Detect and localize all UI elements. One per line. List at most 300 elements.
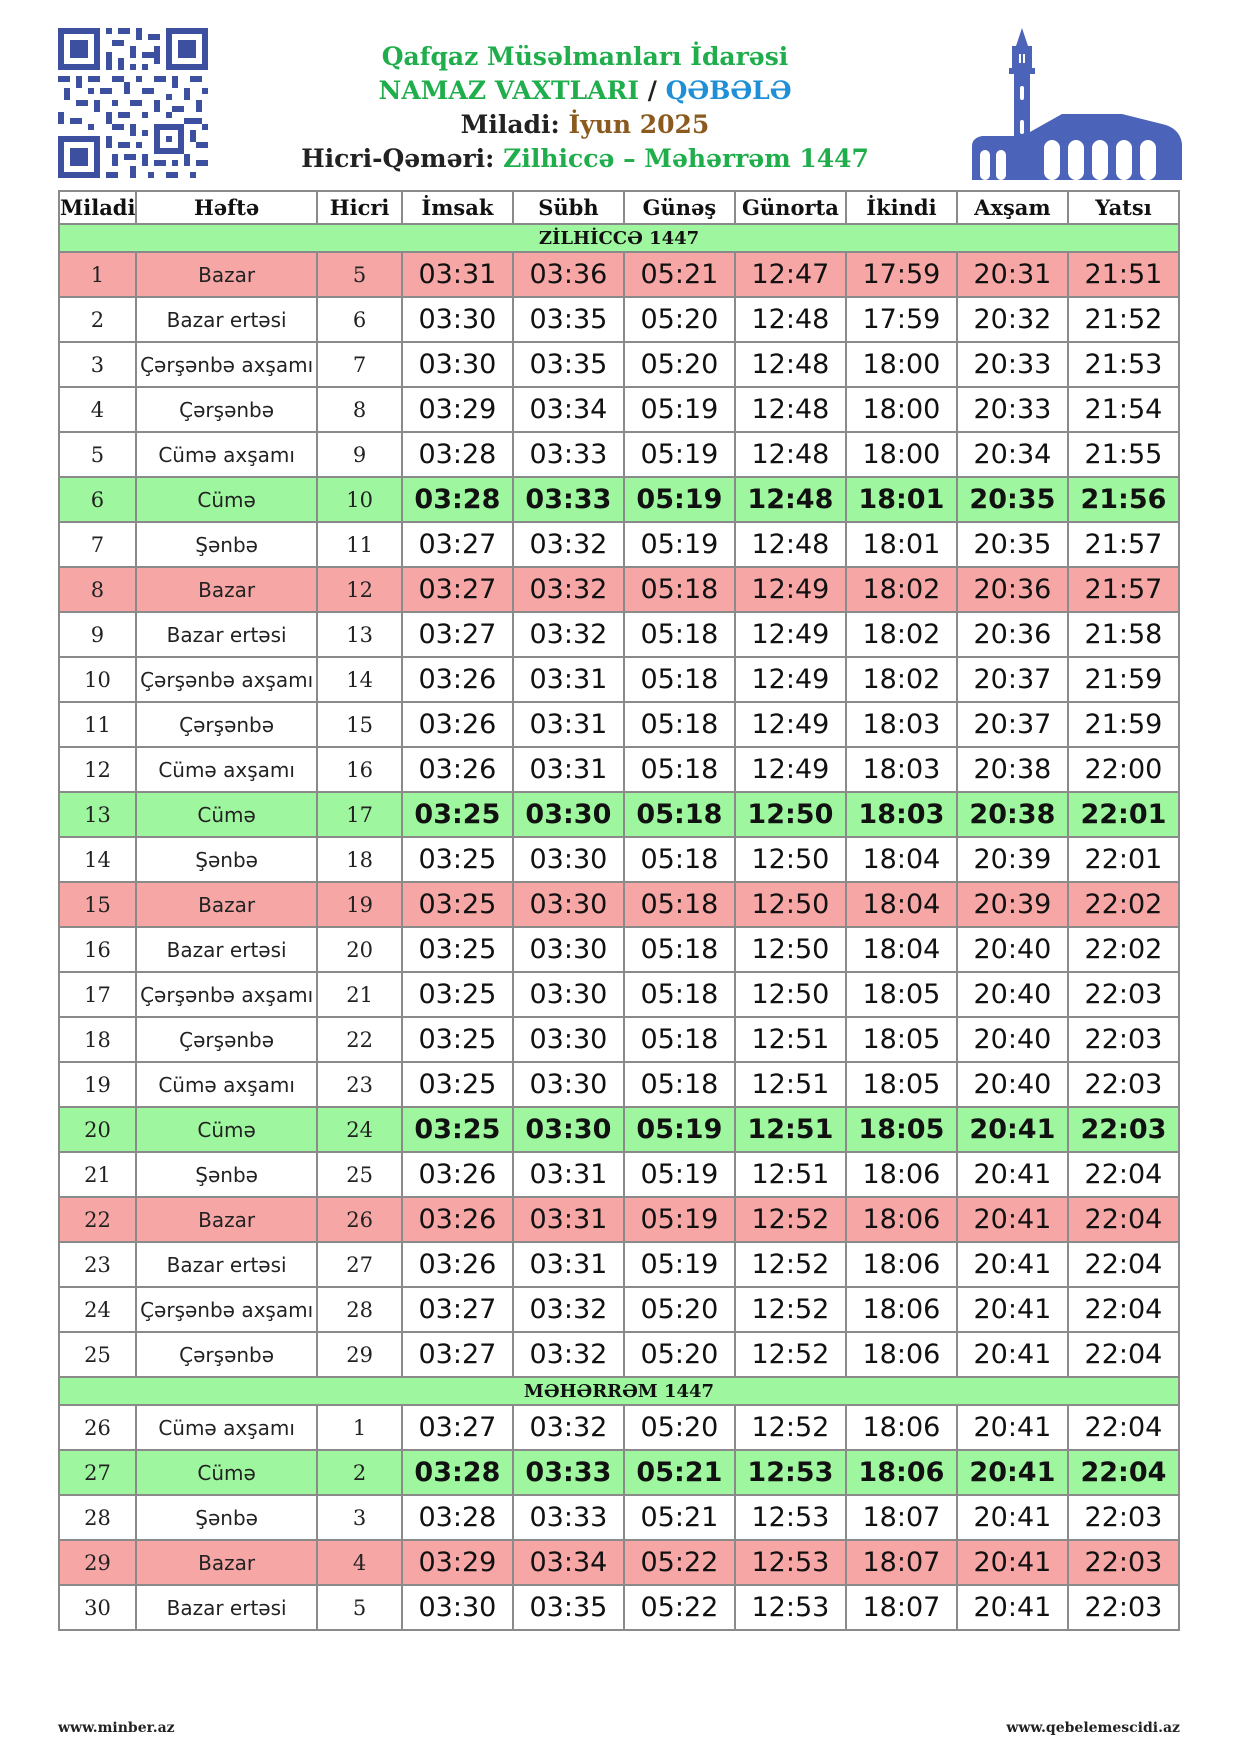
column-header: Yatsı	[1068, 191, 1179, 224]
yatsi-time-cell: 22:04	[1068, 1405, 1179, 1450]
gunorta-time-cell: 12:51	[735, 1062, 846, 1107]
gunes-time-cell: 05:18	[624, 567, 735, 612]
imsak-time-cell: 03:25	[402, 1062, 513, 1107]
gunes-time-cell: 05:18	[624, 927, 735, 972]
ikindi-time-cell: 18:04	[846, 882, 957, 927]
ikindi-time-cell: 18:06	[846, 1405, 957, 1450]
miladi-day-cell: 24	[59, 1287, 136, 1332]
axsam-time-cell: 20:40	[957, 1017, 1068, 1062]
month-section-row	[59, 224, 1179, 252]
weekday-cell: Çərşənbə	[136, 702, 317, 747]
imsak-time-cell: 03:28	[402, 432, 513, 477]
table-row	[59, 1152, 1179, 1197]
axsam-time-cell: 20:40	[957, 972, 1068, 1017]
subh-time-cell: 03:31	[513, 747, 624, 792]
table-header-row	[59, 191, 1179, 224]
ikindi-time-cell: 18:06	[846, 1450, 957, 1495]
subh-time-cell: 03:32	[513, 522, 624, 567]
gunes-time-cell: 05:18	[624, 882, 735, 927]
ikindi-time-cell: 18:03	[846, 747, 957, 792]
column-header: Axşam	[957, 191, 1068, 224]
gunes-time-cell: 05:18	[624, 612, 735, 657]
subh-time-cell: 03:30	[513, 1062, 624, 1107]
axsam-time-cell: 20:35	[957, 522, 1068, 567]
axsam-time-cell: 20:41	[957, 1152, 1068, 1197]
table-row	[59, 612, 1179, 657]
subh-time-cell: 03:31	[513, 657, 624, 702]
subh-time-cell: 03:32	[513, 1405, 624, 1450]
miladi-day-cell: 10	[59, 657, 136, 702]
weekday-cell: Bazar	[136, 1540, 317, 1585]
weekday-cell: Çərşənbə axşamı	[136, 342, 317, 387]
miladi-day-cell: 28	[59, 1495, 136, 1540]
weekday-cell: Çərşənbə	[136, 1332, 317, 1377]
gunes-time-cell: 05:21	[624, 1495, 735, 1540]
subh-time-cell: 03:30	[513, 972, 624, 1017]
imsak-time-cell: 03:27	[402, 1287, 513, 1332]
miladi-day-cell: 22	[59, 1197, 136, 1242]
gunes-time-cell: 05:19	[624, 432, 735, 477]
imsak-time-cell: 03:29	[402, 387, 513, 432]
imsak-time-cell: 03:26	[402, 747, 513, 792]
miladi-label: Miladi:	[460, 110, 560, 139]
column-header: Günorta	[735, 191, 846, 224]
imsak-time-cell: 03:26	[402, 657, 513, 702]
imsak-time-cell: 03:28	[402, 1495, 513, 1540]
gunorta-time-cell: 12:52	[735, 1197, 846, 1242]
gunes-time-cell: 05:21	[624, 1450, 735, 1495]
imsak-time-cell: 03:30	[402, 342, 513, 387]
imsak-time-cell: 03:27	[402, 522, 513, 567]
subh-time-cell: 03:35	[513, 1585, 624, 1630]
imsak-time-cell: 03:25	[402, 1107, 513, 1152]
page-title	[230, 74, 940, 108]
yatsi-time-cell: 21:54	[1068, 387, 1179, 432]
gunorta-time-cell: 12:53	[735, 1585, 846, 1630]
gunes-time-cell: 05:19	[624, 1197, 735, 1242]
table-row	[59, 1405, 1179, 1450]
subh-time-cell: 03:30	[513, 1017, 624, 1062]
miladi-day-cell: 9	[59, 612, 136, 657]
table-row	[59, 1197, 1179, 1242]
imsak-time-cell: 03:30	[402, 297, 513, 342]
gunorta-time-cell: 12:49	[735, 747, 846, 792]
table-row	[59, 1450, 1179, 1495]
yatsi-time-cell: 21:59	[1068, 657, 1179, 702]
yatsi-time-cell: 22:01	[1068, 792, 1179, 837]
ikindi-time-cell: 18:07	[846, 1495, 957, 1540]
miladi-day-cell: 1	[59, 252, 136, 297]
subh-time-cell: 03:32	[513, 1332, 624, 1377]
ikindi-time-cell: 18:05	[846, 1062, 957, 1107]
table-row	[59, 792, 1179, 837]
hijri-day-cell: 11	[317, 522, 402, 567]
axsam-time-cell: 20:33	[957, 342, 1068, 387]
yatsi-time-cell: 21:56	[1068, 477, 1179, 522]
miladi-day-cell: 15	[59, 882, 136, 927]
miladi-day-cell: 23	[59, 1242, 136, 1287]
weekday-cell: Cümə	[136, 792, 317, 837]
hijri-day-cell: 18	[317, 837, 402, 882]
ikindi-time-cell: 18:06	[846, 1287, 957, 1332]
yatsi-time-cell: 22:03	[1068, 1107, 1179, 1152]
yatsi-time-cell: 22:04	[1068, 1152, 1179, 1197]
hijri-day-cell: 12	[317, 567, 402, 612]
miladi-value: İyun 2025	[568, 110, 710, 139]
imsak-time-cell: 03:27	[402, 1405, 513, 1450]
imsak-time-cell: 03:27	[402, 1332, 513, 1377]
axsam-time-cell: 20:36	[957, 612, 1068, 657]
gunes-time-cell: 05:18	[624, 1017, 735, 1062]
month-section-title: MƏHƏRRƏM 1447	[59, 1377, 1179, 1405]
yatsi-time-cell: 22:04	[1068, 1287, 1179, 1332]
prayer-times-table	[58, 190, 1180, 1631]
axsam-time-cell: 20:40	[957, 927, 1068, 972]
hijri-day-cell: 27	[317, 1242, 402, 1287]
organization-name: Qafqaz Müsəlmanları İdarəsi	[381, 42, 789, 71]
miladi-day-cell: 16	[59, 927, 136, 972]
ikindi-time-cell: 17:59	[846, 297, 957, 342]
table-row	[59, 837, 1179, 882]
ikindi-time-cell: 18:06	[846, 1197, 957, 1242]
table-row	[59, 432, 1179, 477]
gunes-time-cell: 05:20	[624, 297, 735, 342]
hijri-day-cell: 17	[317, 792, 402, 837]
ikindi-time-cell: 18:02	[846, 567, 957, 612]
weekday-cell: Şənbə	[136, 837, 317, 882]
hijri-day-cell: 16	[317, 747, 402, 792]
miladi-day-cell: 26	[59, 1405, 136, 1450]
yatsi-time-cell: 22:02	[1068, 882, 1179, 927]
axsam-time-cell: 20:41	[957, 1332, 1068, 1377]
imsak-time-cell: 03:25	[402, 972, 513, 1017]
hijri-day-cell: 13	[317, 612, 402, 657]
yatsi-time-cell: 21:55	[1068, 432, 1179, 477]
weekday-cell: Çərşənbə	[136, 387, 317, 432]
gunorta-time-cell: 12:49	[735, 567, 846, 612]
axsam-time-cell: 20:39	[957, 837, 1068, 882]
gunes-time-cell: 05:18	[624, 747, 735, 792]
yatsi-time-cell: 22:00	[1068, 747, 1179, 792]
yatsi-time-cell: 21:59	[1068, 702, 1179, 747]
subh-time-cell: 03:31	[513, 1152, 624, 1197]
weekday-cell: Cümə	[136, 477, 317, 522]
table-row	[59, 522, 1179, 567]
hijri-day-cell: 28	[317, 1287, 402, 1332]
gunorta-time-cell: 12:48	[735, 342, 846, 387]
miladi-day-cell: 18	[59, 1017, 136, 1062]
yatsi-time-cell: 22:01	[1068, 837, 1179, 882]
miladi-day-cell: 21	[59, 1152, 136, 1197]
column-header: Həftə	[136, 191, 317, 224]
hijri-day-cell: 5	[317, 252, 402, 297]
yatsi-time-cell: 21:52	[1068, 297, 1179, 342]
table-row	[59, 657, 1179, 702]
table-row	[59, 1332, 1179, 1377]
ikindi-time-cell: 18:07	[846, 1585, 957, 1630]
yatsi-time-cell: 22:03	[1068, 972, 1179, 1017]
table-row	[59, 882, 1179, 927]
gunes-time-cell: 05:20	[624, 1332, 735, 1377]
miladi-day-cell: 20	[59, 1107, 136, 1152]
month-section-row	[59, 1377, 1179, 1405]
miladi-day-cell: 13	[59, 792, 136, 837]
gunorta-time-cell: 12:49	[735, 702, 846, 747]
hijri-day-cell: 23	[317, 1062, 402, 1107]
subh-time-cell: 03:33	[513, 432, 624, 477]
subh-time-cell: 03:30	[513, 882, 624, 927]
yatsi-time-cell: 22:02	[1068, 927, 1179, 972]
yatsi-time-cell: 21:58	[1068, 612, 1179, 657]
gunorta-time-cell: 12:51	[735, 1017, 846, 1062]
axsam-time-cell: 20:41	[957, 1197, 1068, 1242]
table-row	[59, 1287, 1179, 1332]
yatsi-time-cell: 22:03	[1068, 1495, 1179, 1540]
gunes-time-cell: 05:20	[624, 342, 735, 387]
hijri-day-cell: 19	[317, 882, 402, 927]
gunes-time-cell: 05:20	[624, 1287, 735, 1332]
footer-right-link[interactable]: www.qebelemescidi.az	[1006, 1720, 1180, 1736]
imsak-time-cell: 03:28	[402, 477, 513, 522]
gunes-time-cell: 05:22	[624, 1540, 735, 1585]
table-row	[59, 927, 1179, 972]
ikindi-time-cell: 18:01	[846, 477, 957, 522]
axsam-time-cell: 20:41	[957, 1450, 1068, 1495]
weekday-cell: Cümə axşamı	[136, 747, 317, 792]
column-header: Miladi	[59, 191, 136, 224]
miladi-day-cell: 25	[59, 1332, 136, 1377]
imsak-time-cell: 03:26	[402, 1152, 513, 1197]
gunes-time-cell: 05:20	[624, 1405, 735, 1450]
hijri-day-cell: 5	[317, 1585, 402, 1630]
subh-time-cell: 03:31	[513, 1197, 624, 1242]
city-name: QƏBƏLƏ	[665, 76, 792, 105]
column-header: İkindi	[846, 191, 957, 224]
weekday-cell: Çərşənbə axşamı	[136, 1287, 317, 1332]
ikindi-time-cell: 18:05	[846, 972, 957, 1017]
miladi-day-cell: 14	[59, 837, 136, 882]
gunorta-time-cell: 12:48	[735, 477, 846, 522]
miladi-day-cell: 3	[59, 342, 136, 387]
axsam-time-cell: 20:38	[957, 792, 1068, 837]
axsam-time-cell: 20:36	[957, 567, 1068, 612]
table-row	[59, 1017, 1179, 1062]
yatsi-time-cell: 22:03	[1068, 1540, 1179, 1585]
ikindi-time-cell: 18:02	[846, 657, 957, 702]
table-row	[59, 1540, 1179, 1585]
imsak-time-cell: 03:26	[402, 702, 513, 747]
imsak-time-cell: 03:25	[402, 1017, 513, 1062]
gunes-time-cell: 05:22	[624, 1585, 735, 1630]
weekday-cell: Bazar ertəsi	[136, 1585, 317, 1630]
axsam-time-cell: 20:38	[957, 747, 1068, 792]
ikindi-time-cell: 18:06	[846, 1332, 957, 1377]
miladi-day-cell: 2	[59, 297, 136, 342]
ikindi-time-cell: 17:59	[846, 252, 957, 297]
axsam-time-cell: 20:41	[957, 1287, 1068, 1332]
yatsi-time-cell: 22:03	[1068, 1062, 1179, 1107]
yatsi-time-cell: 21:53	[1068, 342, 1179, 387]
imsak-time-cell: 03:26	[402, 1242, 513, 1287]
imsak-time-cell: 03:25	[402, 882, 513, 927]
ikindi-time-cell: 18:04	[846, 927, 957, 972]
subh-time-cell: 03:30	[513, 927, 624, 972]
hijri-day-cell: 9	[317, 432, 402, 477]
miladi-day-cell: 6	[59, 477, 136, 522]
title-separator: /	[647, 76, 657, 105]
imsak-time-cell: 03:28	[402, 1450, 513, 1495]
hicri-label: Hicri-Qəməri:	[301, 144, 495, 173]
yatsi-time-cell: 22:04	[1068, 1450, 1179, 1495]
gunorta-time-cell: 12:52	[735, 1332, 846, 1377]
gunorta-time-cell: 12:47	[735, 252, 846, 297]
table-row	[59, 972, 1179, 1017]
ikindi-time-cell: 18:05	[846, 1107, 957, 1152]
subh-time-cell: 03:30	[513, 792, 624, 837]
weekday-cell: Bazar	[136, 882, 317, 927]
table-row	[59, 342, 1179, 387]
yatsi-time-cell: 22:03	[1068, 1585, 1179, 1630]
weekday-cell: Cümə	[136, 1450, 317, 1495]
title-text: NAMAZ VAXTLARI	[378, 76, 640, 105]
weekday-cell: Şənbə	[136, 1495, 317, 1540]
subh-time-cell: 03:32	[513, 567, 624, 612]
gunorta-time-cell: 12:48	[735, 387, 846, 432]
weekday-cell: Cümə axşamı	[136, 432, 317, 477]
month-section-title: ZİLHİCCƏ 1447	[59, 224, 1179, 252]
yatsi-time-cell: 21:57	[1068, 567, 1179, 612]
ikindi-time-cell: 18:00	[846, 432, 957, 477]
gunes-time-cell: 05:19	[624, 522, 735, 567]
weekday-cell: Cümə axşamı	[136, 1062, 317, 1107]
gunorta-time-cell: 12:50	[735, 927, 846, 972]
gunes-time-cell: 05:19	[624, 1107, 735, 1152]
miladi-day-cell: 12	[59, 747, 136, 792]
weekday-cell: Cümə axşamı	[136, 1405, 317, 1450]
gunorta-time-cell: 12:48	[735, 522, 846, 567]
weekday-cell: Şənbə	[136, 522, 317, 567]
gunes-time-cell: 05:18	[624, 972, 735, 1017]
axsam-time-cell: 20:35	[957, 477, 1068, 522]
hijri-day-cell: 1	[317, 1405, 402, 1450]
ikindi-time-cell: 18:00	[846, 342, 957, 387]
hijri-day-cell: 3	[317, 1495, 402, 1540]
axsam-time-cell: 20:37	[957, 657, 1068, 702]
miladi-day-cell: 7	[59, 522, 136, 567]
hijri-day-cell: 14	[317, 657, 402, 702]
hijri-day-cell: 15	[317, 702, 402, 747]
subh-time-cell: 03:31	[513, 1242, 624, 1287]
mosque-icon	[972, 28, 1184, 180]
ikindi-time-cell: 18:01	[846, 522, 957, 567]
table-row	[59, 1585, 1179, 1630]
yatsi-time-cell: 21:51	[1068, 252, 1179, 297]
imsak-time-cell: 03:29	[402, 1540, 513, 1585]
axsam-time-cell: 20:41	[957, 1405, 1068, 1450]
weekday-cell: Bazar	[136, 567, 317, 612]
imsak-time-cell: 03:31	[402, 252, 513, 297]
subh-time-cell: 03:35	[513, 297, 624, 342]
hijri-day-cell: 26	[317, 1197, 402, 1242]
miladi-day-cell: 4	[59, 387, 136, 432]
miladi-day-cell: 8	[59, 567, 136, 612]
yatsi-time-cell: 22:03	[1068, 1017, 1179, 1062]
gunorta-time-cell: 12:48	[735, 297, 846, 342]
subh-time-cell: 03:32	[513, 1287, 624, 1332]
miladi-day-cell: 19	[59, 1062, 136, 1107]
gunorta-time-cell: 12:53	[735, 1540, 846, 1585]
table-row	[59, 702, 1179, 747]
gunorta-time-cell: 12:52	[735, 1405, 846, 1450]
gunes-time-cell: 05:19	[624, 1242, 735, 1287]
hijri-day-cell: 10	[317, 477, 402, 522]
column-header: Günəş	[624, 191, 735, 224]
hijri-day-cell: 4	[317, 1540, 402, 1585]
subh-time-cell: 03:34	[513, 1540, 624, 1585]
table-row	[59, 1062, 1179, 1107]
imsak-time-cell: 03:25	[402, 837, 513, 882]
axsam-time-cell: 20:31	[957, 252, 1068, 297]
table-row	[59, 387, 1179, 432]
yatsi-time-cell: 22:04	[1068, 1332, 1179, 1377]
miladi-day-cell: 29	[59, 1540, 136, 1585]
imsak-time-cell: 03:25	[402, 927, 513, 972]
gunes-time-cell: 05:18	[624, 702, 735, 747]
subh-time-cell: 03:35	[513, 342, 624, 387]
hijri-day-cell: 8	[317, 387, 402, 432]
hijri-day-cell: 7	[317, 342, 402, 387]
hicri-value: Zilhiccə – Məhərrəm 1447	[503, 144, 869, 173]
subh-time-cell: 03:36	[513, 252, 624, 297]
table-row	[59, 252, 1179, 297]
footer-left-link[interactable]: www.minber.az	[58, 1720, 175, 1736]
imsak-time-cell: 03:26	[402, 1197, 513, 1242]
subh-time-cell: 03:34	[513, 387, 624, 432]
imsak-time-cell: 03:25	[402, 792, 513, 837]
table-row	[59, 297, 1179, 342]
axsam-time-cell: 20:37	[957, 702, 1068, 747]
ikindi-time-cell: 18:03	[846, 792, 957, 837]
yatsi-time-cell: 21:57	[1068, 522, 1179, 567]
gunorta-time-cell: 12:48	[735, 432, 846, 477]
hijri-day-cell: 6	[317, 297, 402, 342]
document-header	[230, 40, 940, 176]
axsam-time-cell: 20:34	[957, 432, 1068, 477]
miladi-day-cell: 5	[59, 432, 136, 477]
subh-time-cell: 03:30	[513, 1107, 624, 1152]
hicri-line	[230, 142, 940, 176]
gunes-time-cell: 05:18	[624, 1062, 735, 1107]
ikindi-time-cell: 18:06	[846, 1152, 957, 1197]
axsam-time-cell: 20:41	[957, 1585, 1068, 1630]
ikindi-time-cell: 18:06	[846, 1242, 957, 1287]
gunorta-time-cell: 12:49	[735, 612, 846, 657]
miladi-day-cell: 11	[59, 702, 136, 747]
axsam-time-cell: 20:41	[957, 1495, 1068, 1540]
hijri-day-cell: 29	[317, 1332, 402, 1377]
axsam-time-cell: 20:41	[957, 1107, 1068, 1152]
axsam-time-cell: 20:32	[957, 297, 1068, 342]
weekday-cell: Bazar ertəsi	[136, 1242, 317, 1287]
gunes-time-cell: 05:18	[624, 657, 735, 702]
miladi-line	[230, 108, 940, 142]
yatsi-time-cell: 22:04	[1068, 1242, 1179, 1287]
gunes-time-cell: 05:21	[624, 252, 735, 297]
subh-time-cell: 03:30	[513, 837, 624, 882]
hijri-day-cell: 20	[317, 927, 402, 972]
imsak-time-cell: 03:30	[402, 1585, 513, 1630]
hijri-day-cell: 24	[317, 1107, 402, 1152]
